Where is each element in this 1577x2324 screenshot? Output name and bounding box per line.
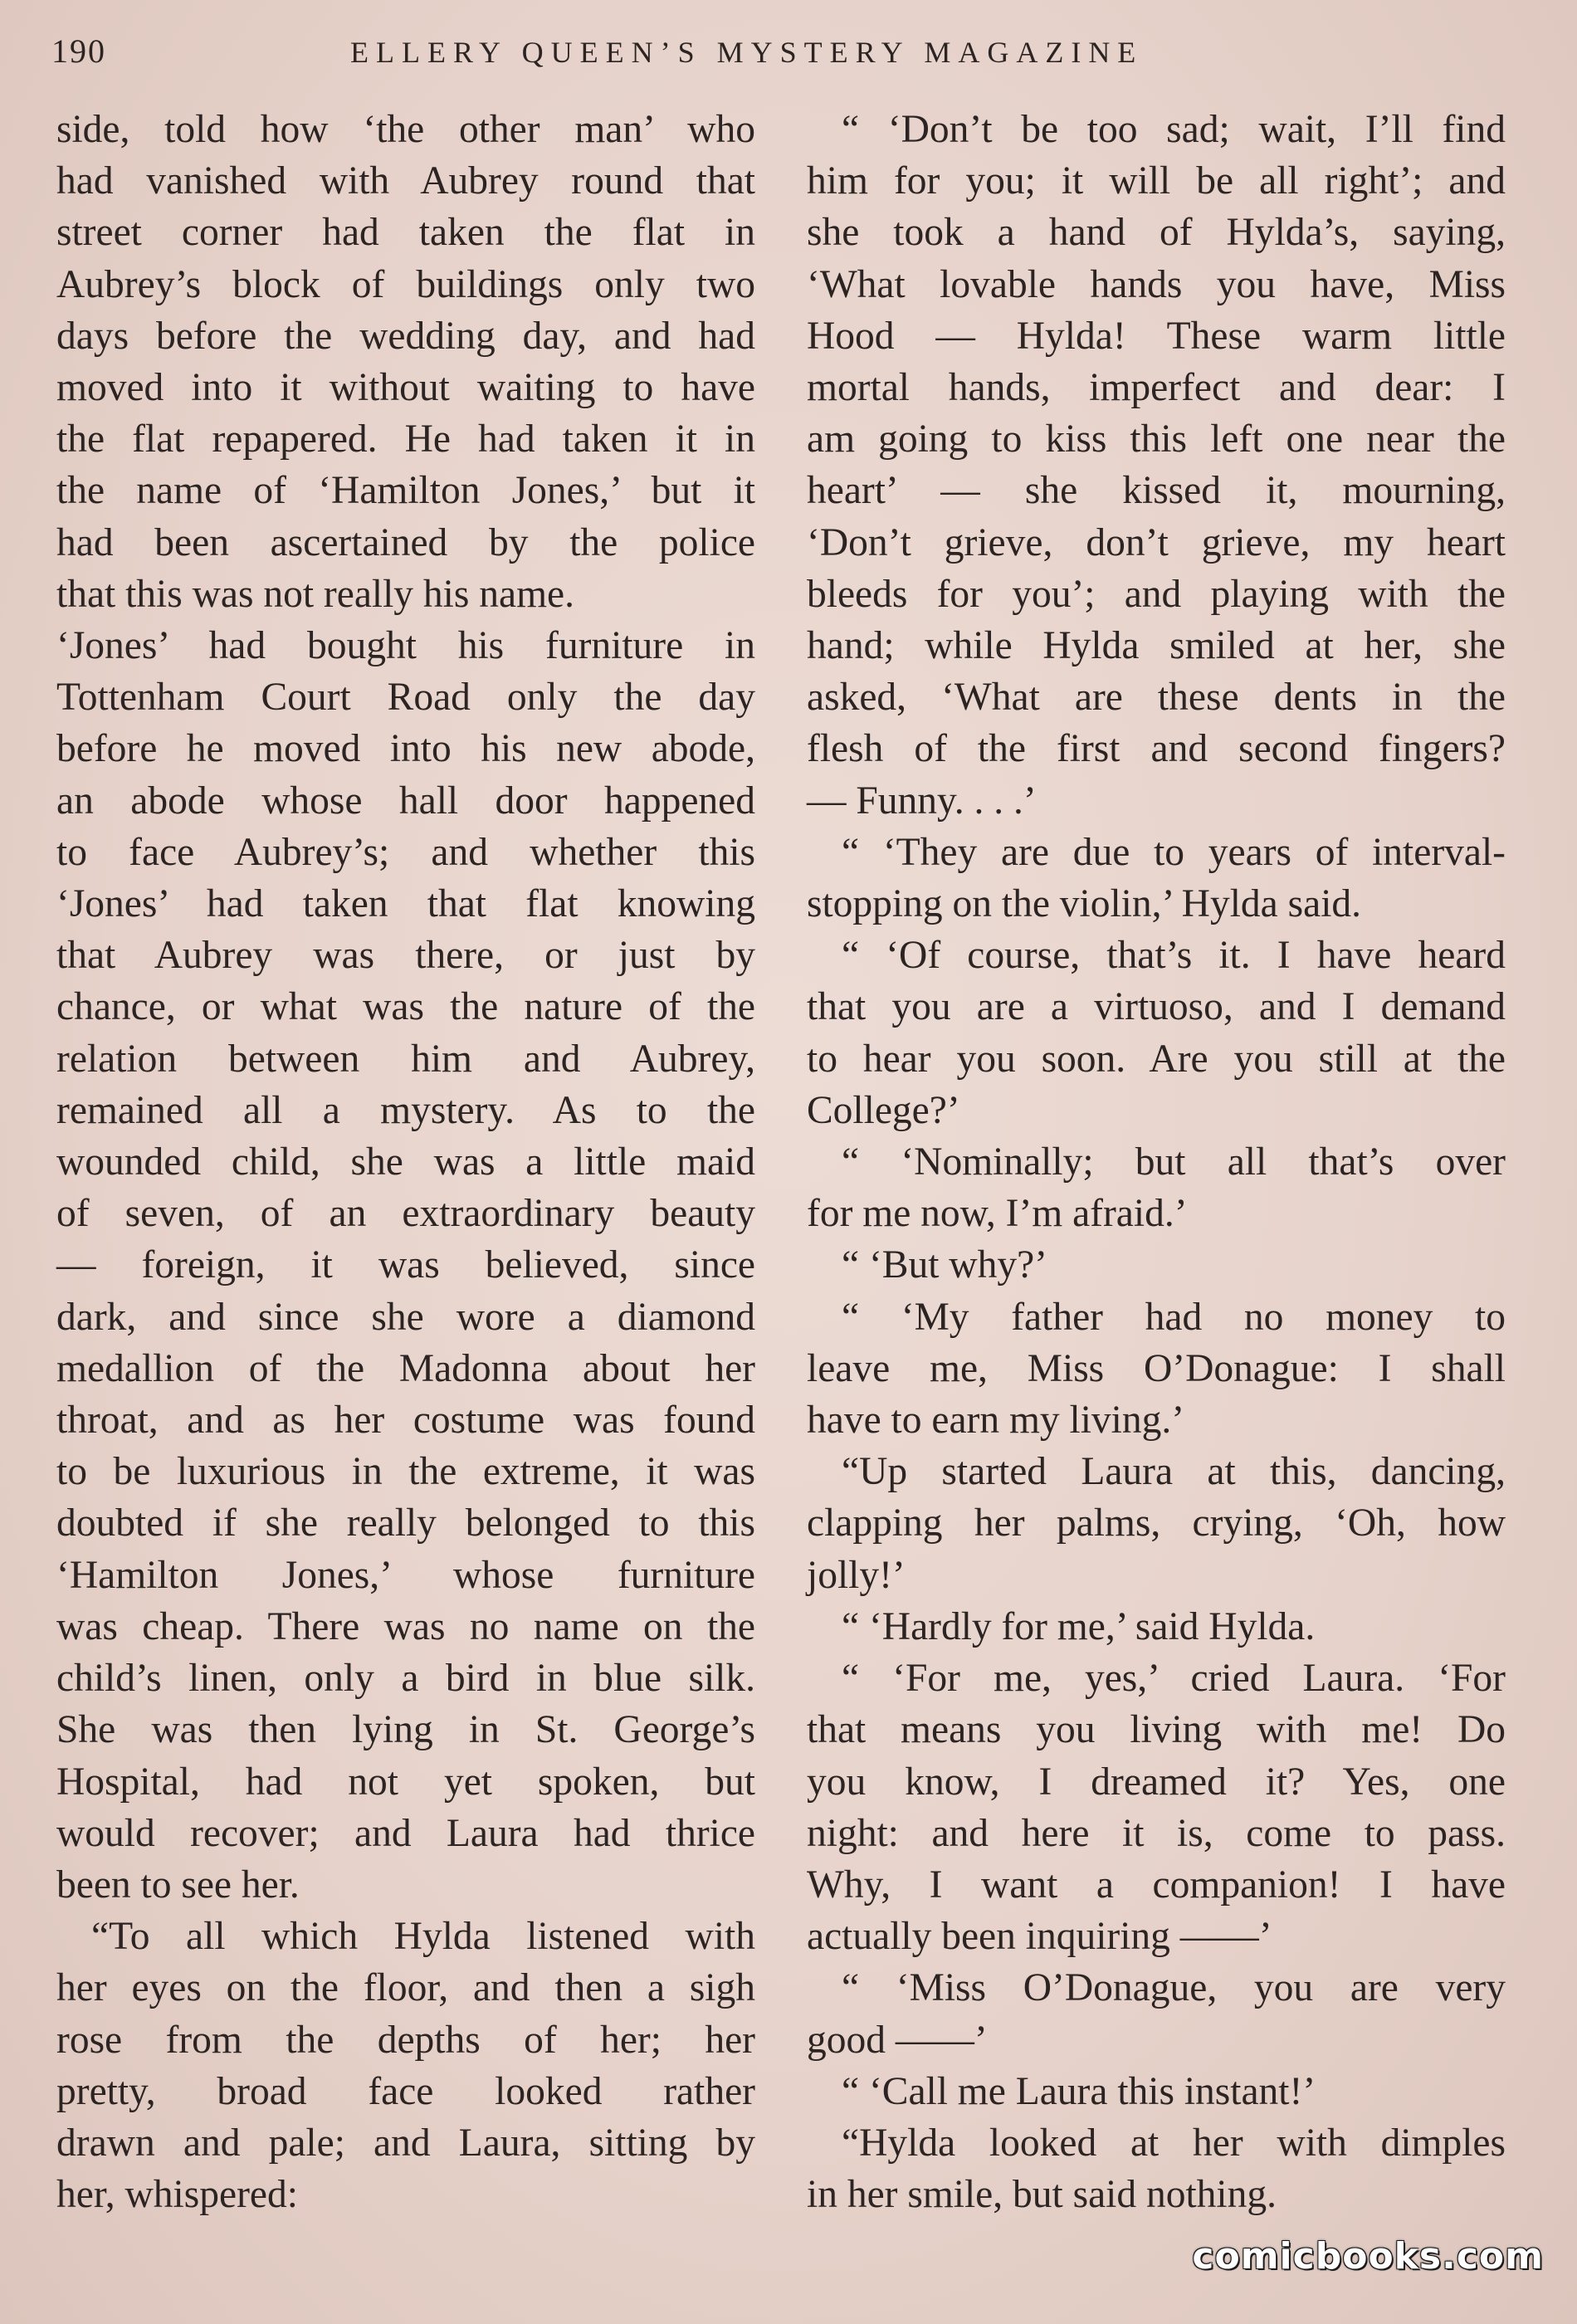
text-line: in her smile, but said nothing. <box>807 2173 1277 2217</box>
text-line: moved into it without waiting to have <box>56 366 755 410</box>
page-header <box>51 32 1213 81</box>
text-line: ‘What lovable hands you have, Miss <box>807 262 1506 306</box>
text-line: for me now, I’m afraid.’ <box>807 1192 1188 1236</box>
text-line: doubted if she really belonged to this <box>56 1501 755 1545</box>
text-line: chance, or what was the nature of the <box>56 985 755 1029</box>
text-line: Hood — Hylda! These warm little <box>807 314 1506 358</box>
text-line: street corner had taken the flat in <box>56 211 755 255</box>
text-line: child’s linen, only a bird in blue silk. <box>56 1657 755 1701</box>
text-line: “ ‘Call me Laura this instant!’ <box>842 2069 1316 2113</box>
text-line: ‘Jones’ had taken that flat knowing <box>56 882 755 926</box>
text-line: stopping on the violin,’ Hylda said. <box>807 882 1362 926</box>
text-line: jolly!’ <box>807 1553 906 1597</box>
text-line: bleeds for you’; and playing with the <box>807 572 1506 616</box>
text-line: “To all which Hylda listened with <box>91 1915 755 1959</box>
text-line: She was then lying in St. George’s <box>56 1708 755 1752</box>
text-line: flesh of the first and second fingers? <box>807 727 1506 771</box>
text-line: ‘Hamilton Jones,’ whose furniture <box>56 1553 755 1597</box>
text-line: night: and here it is, come to pass. <box>807 1811 1506 1855</box>
text-line: “ ‘They are due to years of interval- <box>842 830 1506 874</box>
text-column-left <box>56 104 755 2220</box>
text-line: Why, I want a companion! I have <box>807 1863 1506 1907</box>
text-line: “ ‘Of course, that’s it. I have heard <box>842 934 1506 978</box>
text-line: good ——’ <box>807 2018 988 2062</box>
text-line: been to see her. <box>56 1863 300 1907</box>
text-line: was cheap. There was no name on the <box>56 1604 755 1648</box>
text-line: she took a hand of Hylda’s, saying, <box>807 211 1506 255</box>
text-line: “ ‘My father had no money to <box>842 1295 1506 1339</box>
text-line: to hear you soon. Are you still at the <box>807 1037 1506 1081</box>
text-line: “ ‘For me, yes,’ cried Laura. ‘For <box>842 1657 1506 1701</box>
text-line: “Up started Laura at this, dancing, <box>842 1450 1506 1494</box>
text-line: “ ‘Miss O’Donague, you are very <box>842 1966 1506 2010</box>
text-line: remained all a mystery. As to the <box>56 1088 755 1132</box>
text-line: ‘Jones’ had bought his furniture in <box>56 624 755 668</box>
page-number: 190 <box>51 32 106 70</box>
text-line: — Funny. . . .’ <box>807 779 1037 823</box>
text-line: asked, ‘What are these dents in the <box>807 676 1506 720</box>
text-line: College?’ <box>807 1088 960 1132</box>
text-line: “ ‘Nominally; but all that’s over <box>842 1140 1506 1184</box>
text-line: the flat repapered. He had taken it in <box>56 417 755 461</box>
text-line: medallion of the Madonna about her <box>56 1346 755 1390</box>
text-line: to be luxurious in the extreme, it was <box>56 1450 755 1494</box>
text-line: Tottenham Court Road only the day <box>56 676 755 720</box>
text-line: the name of ‘Hamilton Jones,’ but it <box>56 469 755 513</box>
watermark: comicbooks.com <box>1192 2235 1544 2278</box>
text-line: “ ‘Hardly for me,’ said Hylda. <box>842 1604 1316 1648</box>
text-line: rose from the depths of her; her <box>56 2018 755 2062</box>
text-line: heart’ — she kissed it, mourning, <box>807 469 1506 513</box>
text-line: that Aubrey was there, or just by <box>56 934 755 978</box>
text-line: Hospital, had not yet spoken, but <box>56 1760 755 1804</box>
text-line: pretty, broad face looked rather <box>56 2069 755 2113</box>
text-line: that this was not really his name. <box>56 572 574 616</box>
text-line: leave me, Miss O’Donague: I shall <box>807 1346 1506 1390</box>
text-line: hand; while Hylda smiled at her, she <box>807 624 1506 668</box>
text-line: you know, I dreamed it? Yes, one <box>807 1760 1506 1804</box>
text-line: throat, and as her costume was found <box>56 1399 755 1443</box>
text-line: side, told how ‘the other man’ who <box>56 108 755 151</box>
text-line: mortal hands, imperfect and dear: I <box>807 366 1506 410</box>
text-line: “ ‘Don’t be too sad; wait, I’ll find <box>842 108 1506 151</box>
text-line: had been ascertained by the police <box>56 520 755 564</box>
text-line: “Hylda looked at her with dimples <box>842 2121 1506 2165</box>
text-line: — foreign, it was believed, since <box>56 1243 755 1287</box>
text-line: relation between him and Aubrey, <box>56 1037 755 1081</box>
running-head: ELLERY QUEEN’S MYSTERY MAGAZINE <box>350 36 1144 69</box>
text-line: wounded child, she was a little maid <box>56 1140 755 1184</box>
text-line: drawn and pale; and Laura, sitting by <box>56 2121 755 2165</box>
text-line: am going to kiss this left one near the <box>807 417 1506 461</box>
text-line: “ ‘But why?’ <box>842 1243 1047 1287</box>
text-line: that you are a virtuoso, and I demand <box>807 985 1506 1029</box>
text-line: her, whispered: <box>56 2173 298 2217</box>
text-line: would recover; and Laura had thrice <box>56 1811 755 1855</box>
text-line: him for you; it will be all right’; and <box>807 159 1506 203</box>
text-line: before he moved into his new abode, <box>56 727 755 771</box>
text-line: her eyes on the floor, and then a sigh <box>56 1966 755 2010</box>
text-line: actually been inquiring ——’ <box>807 1915 1272 1959</box>
text-line: of seven, of an extraordinary beauty <box>56 1192 755 1236</box>
text-line: dark, and since she wore a diamond <box>56 1295 755 1339</box>
text-line: had vanished with Aubrey round that <box>56 159 755 203</box>
text-line: that means you living with me! Do <box>807 1708 1506 1752</box>
text-line: days before the wedding day, and had <box>56 314 755 358</box>
text-line: an abode whose hall door happened <box>56 779 755 823</box>
text-column-right <box>807 104 1506 2220</box>
text-line: to face Aubrey’s; and whether this <box>56 830 755 874</box>
text-line: Aubrey’s block of buildings only two <box>56 262 755 306</box>
text-line: ‘Don’t grieve, don’t grieve, my heart <box>807 520 1506 564</box>
text-line: clapping her palms, crying, ‘Oh, how <box>807 1501 1506 1545</box>
text-line: have to earn my living.’ <box>807 1399 1185 1443</box>
